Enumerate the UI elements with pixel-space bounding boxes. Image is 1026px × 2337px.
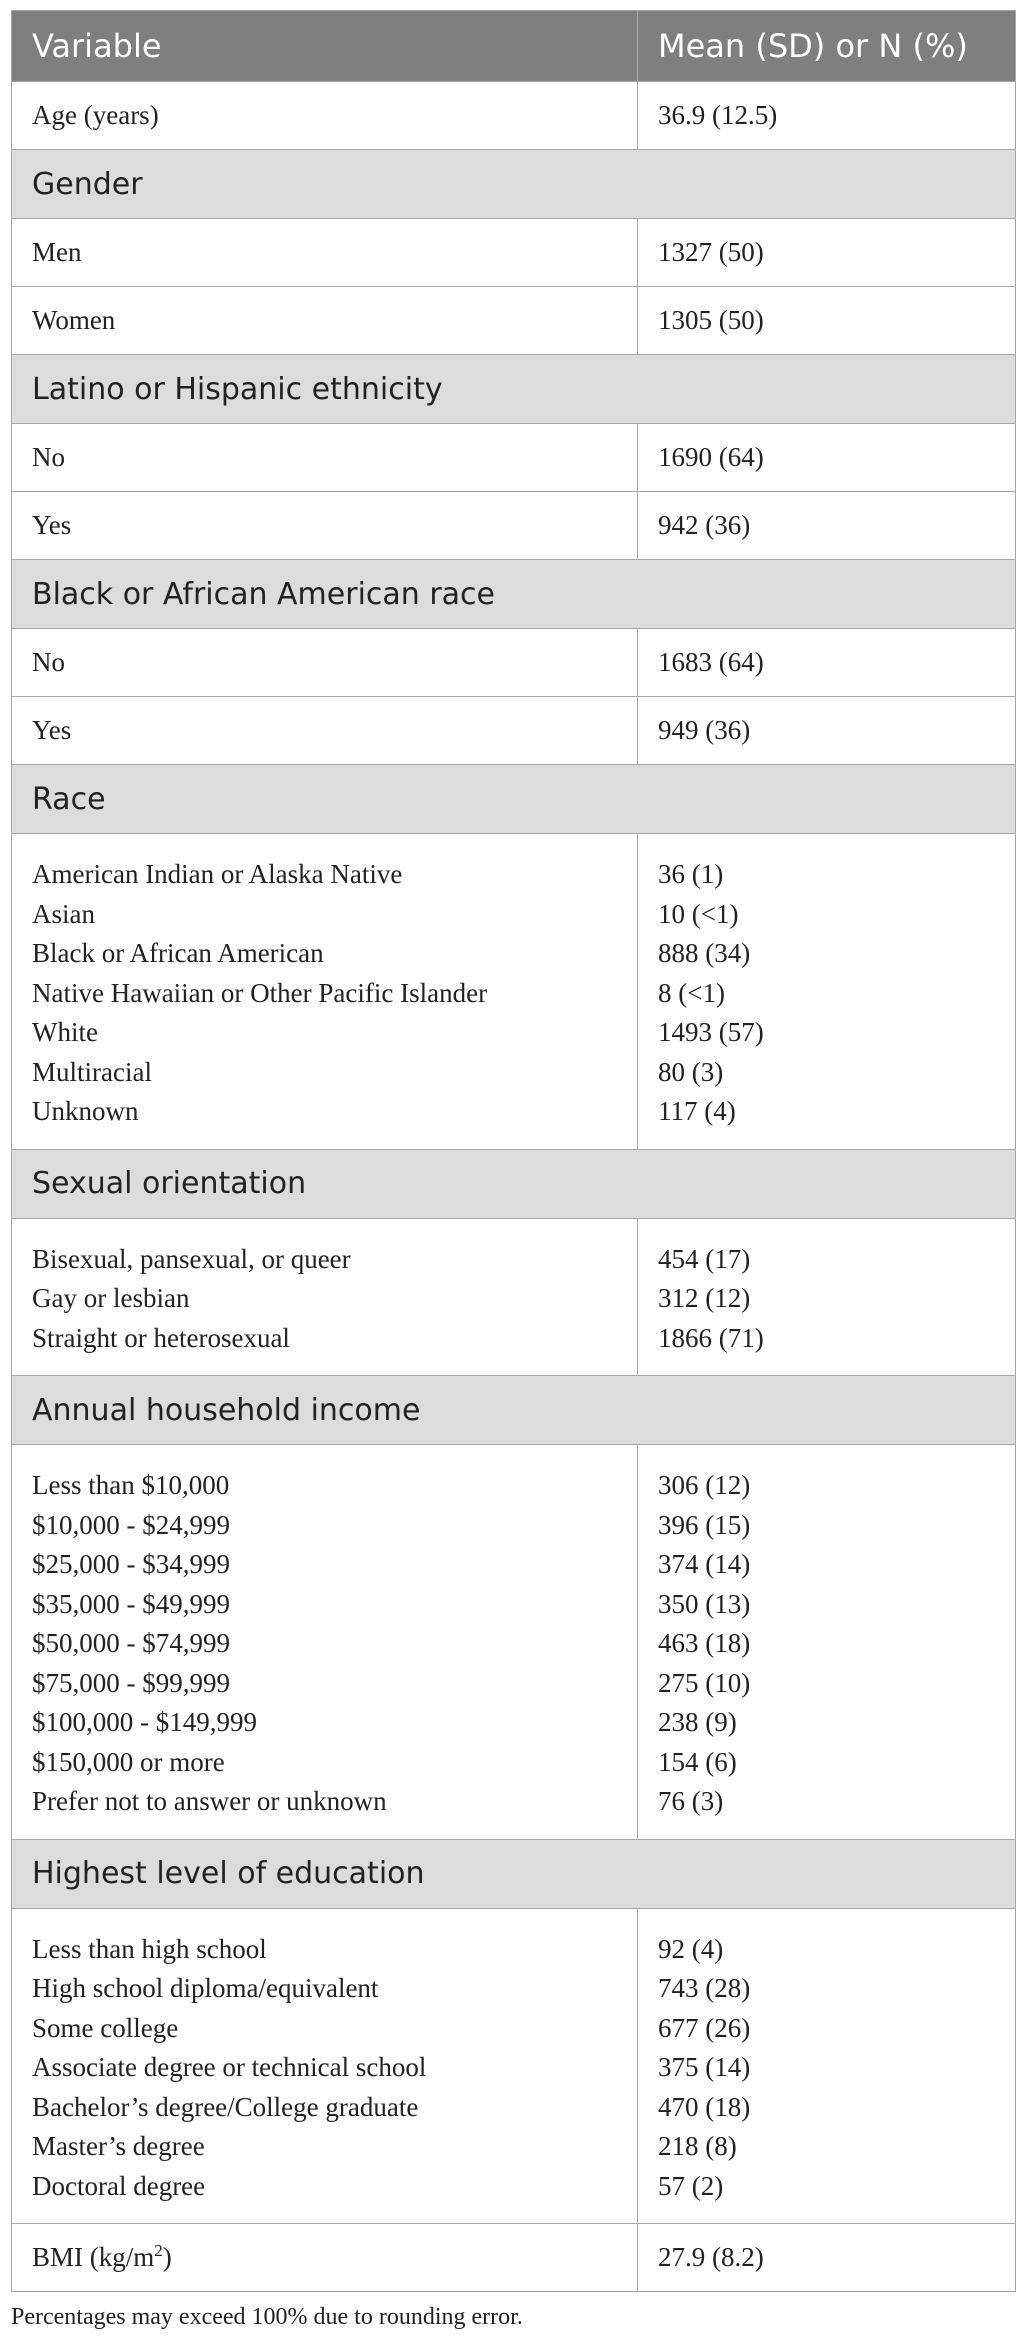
row-label: Age (years): [12, 82, 638, 150]
row-label: No: [12, 629, 638, 697]
table-row: [12, 492, 1016, 560]
list-item-label: Bachelor’s degree/College graduate: [32, 2091, 419, 2122]
list-item-label: Gay or lesbian: [32, 1283, 190, 1313]
section-title: Latino or Hispanic ethnicity: [12, 355, 1016, 424]
list-item-label: American Indian or Alaska Native: [32, 859, 403, 889]
list-item-label: Some college: [32, 2012, 179, 2043]
list-item-value: 92 (4): [658, 1933, 724, 1964]
table-container: [11, 10, 1015, 2292]
row-values: [638, 1908, 1016, 2224]
section-header-row: [12, 355, 1016, 424]
list-item-label: Asian: [32, 898, 95, 929]
table-row: [12, 287, 1016, 355]
list-item-label: Prefer not to answer or unknown: [32, 1786, 387, 1816]
header-variable: Variable: [12, 11, 638, 82]
list-item-value: 238 (9): [658, 1707, 737, 1737]
list-item-label: Less than $10,000: [32, 1470, 230, 1500]
list-item-label: High school diploma/equivalent: [32, 1973, 379, 2003]
table-row: [12, 82, 1016, 150]
section-title: Annual household income: [12, 1376, 1016, 1445]
table-row: [12, 1908, 1016, 2224]
list-item-value: 117 (4): [658, 1096, 736, 1126]
bmi-label-text: BMI (kg/m: [32, 2242, 155, 2272]
list-item-value: 10 (<1): [658, 898, 739, 929]
list-item-label: $150,000 or more: [32, 1746, 225, 1777]
list-item-label: Multiracial: [32, 1056, 152, 1087]
row-label: Yes: [12, 492, 638, 560]
row-value: 1683 (64): [638, 629, 1016, 697]
table-header-row: [12, 11, 1016, 82]
row-label: Men: [12, 219, 638, 287]
list-item-value: 743 (28): [658, 1973, 751, 2003]
list-item-value: 454 (17): [658, 1243, 751, 1274]
row-values: [638, 1218, 1016, 1376]
list-item-value: 463 (18): [658, 1628, 751, 1658]
row-label: Yes: [12, 697, 638, 765]
list-item-label: Black or African American: [32, 938, 324, 968]
list-item-label: Associate degree or technical school: [32, 2052, 427, 2082]
list-item-label: $75,000 - $99,999: [32, 1667, 230, 1698]
section-header-row: [12, 1149, 1016, 1218]
list-item-label: Bisexual, pansexual, or queer: [32, 1243, 351, 1274]
list-item-label: $100,000 - $149,999: [32, 1707, 257, 1737]
list-item-value: 80 (3): [658, 1056, 724, 1087]
row-labels: [12, 1908, 638, 2224]
row-label: No: [12, 424, 638, 492]
row-value: 942 (36): [638, 492, 1016, 560]
list-item-label: $35,000 - $49,999: [32, 1588, 230, 1619]
section-header-row: [12, 560, 1016, 629]
list-item-label: Straight or heterosexual: [32, 1322, 290, 1353]
row-value: 27.9 (8.2): [638, 2224, 1016, 2292]
section-header-row: [12, 150, 1016, 219]
row-label: Women: [12, 287, 638, 355]
section-header-row: [12, 1376, 1016, 1445]
list-item-value: 1866 (71): [658, 1322, 764, 1353]
list-item-value: 677 (26): [658, 2012, 751, 2043]
table-row: [12, 629, 1016, 697]
list-item-value: 275 (10): [658, 1667, 751, 1698]
list-item-label: Unknown: [32, 1096, 139, 1126]
list-item-value: 312 (12): [658, 1283, 751, 1313]
section-header-row: [12, 1839, 1016, 1908]
list-item-value: 350 (13): [658, 1588, 751, 1619]
row-labels: [12, 834, 638, 1150]
list-item-value: 888 (34): [658, 938, 751, 968]
list-item-label: $25,000 - $34,999: [32, 1549, 230, 1579]
demographics-table: [11, 10, 1016, 2292]
list-item-label: Less than high school: [32, 1933, 267, 1964]
list-item-label: Master’s degree: [32, 2131, 205, 2161]
table-row: [12, 424, 1016, 492]
row-value: 1690 (64): [638, 424, 1016, 492]
section-title: Black or African American race: [12, 560, 1016, 629]
list-item-value: 306 (12): [658, 1470, 751, 1500]
list-item-value: 374 (14): [658, 1549, 751, 1579]
list-item-value: 36 (1): [658, 859, 724, 889]
header-value: Mean (SD) or N (%): [638, 11, 1016, 82]
list-item-value: 76 (3): [658, 1786, 724, 1816]
row-value: 949 (36): [638, 697, 1016, 765]
table-row: [12, 834, 1016, 1150]
list-item-value: 396 (15): [658, 1509, 751, 1540]
row-value: 1305 (50): [638, 287, 1016, 355]
section-title: Gender: [12, 150, 1016, 219]
row-value: 1327 (50): [638, 219, 1016, 287]
row-values: [638, 1445, 1016, 1840]
bmi-label-close: ): [162, 2242, 172, 2272]
row-label: [12, 2224, 638, 2292]
section-title: Highest level of education: [12, 1839, 1016, 1908]
table-row: [12, 1218, 1016, 1376]
bmi-label-superscript: 2: [154, 2241, 163, 2260]
list-item-value: 154 (6): [658, 1746, 737, 1777]
table-row: [12, 2224, 1016, 2292]
section-title: Sexual orientation: [12, 1149, 1016, 1218]
list-item-label: $10,000 - $24,999: [32, 1509, 230, 1540]
table-row: [12, 219, 1016, 287]
row-values: [638, 834, 1016, 1150]
list-item-value: 218 (8): [658, 2131, 737, 2161]
list-item-label: Doctoral degree: [32, 2170, 206, 2201]
table-row: [12, 1445, 1016, 1840]
section-header-row: [12, 765, 1016, 834]
list-item-label: Native Hawaiian or Other Pacific Islander: [32, 977, 488, 1008]
list-item-value: 470 (18): [658, 2091, 751, 2122]
list-item-value: 1493 (57): [658, 1017, 764, 1047]
table-footnote: Percentages may exceed 100% due to rounding error.: [11, 2304, 523, 2330]
row-value: 36.9 (12.5): [638, 82, 1016, 150]
list-item-label: White: [32, 1017, 98, 1047]
row-labels: [12, 1218, 638, 1376]
list-item-label: $50,000 - $74,999: [32, 1628, 230, 1658]
list-item-value: 57 (2): [658, 2170, 724, 2201]
row-labels: [12, 1445, 638, 1840]
table-row: [12, 697, 1016, 765]
section-title: Race: [12, 765, 1016, 834]
list-item-value: 375 (14): [658, 2052, 751, 2082]
list-item-value: 8 (<1): [658, 977, 725, 1008]
